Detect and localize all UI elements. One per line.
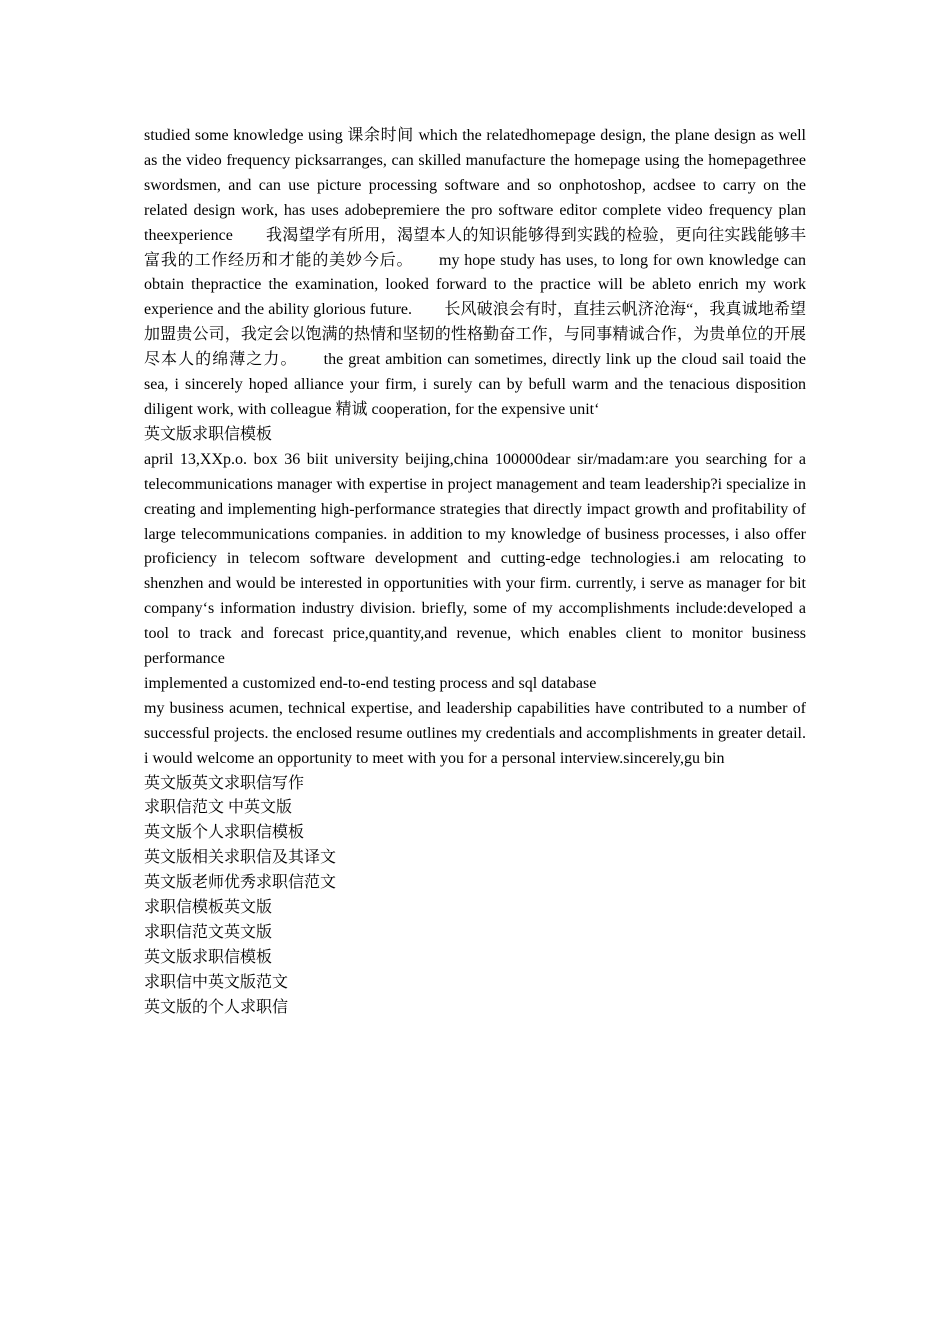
related-link[interactable]: 英文版的个人求职信 bbox=[144, 998, 289, 1016]
related-link[interactable]: 求职信中英文版范文 bbox=[144, 973, 289, 991]
letter-paragraph: april 13,XXp.o. box 36 biit university beijing,china 100000dear sir/madam:are you searching for a telecommunications manager with expertise in project management and team leadership?i specialize in creating and implementing high-performance strategies that directly impact growth and profitability of large telecommunications companies. in addition to my knowledge of business processes, i also offer proficiency in telecom software development and cutting-edge technologies.i am relocating to shenzhen and would be interested in opportunities with your firm. currently, i serve as manager for bit company‘s information industry division. briefly, some of my accomplishments include:developed a tool to track and forecast price,quantity,and revenue, which enables client to monitor business performance bbox=[144, 450, 806, 668]
related-link[interactable]: 英文版相关求职信及其译文 bbox=[144, 849, 337, 867]
related-link[interactable]: 求职信范文 中英文版 bbox=[144, 799, 293, 817]
document-body bbox=[144, 124, 806, 1021]
closing-paragraph: my business acumen, technical expertise, and leadership capabilities have contributed to a number of successful projects. the enclosed resume outlines my credentials and accomplishments in greater detail. i would welcome an opportunity to meet with you for a personal interview.sincerely,gu bin bbox=[144, 699, 806, 767]
intro-paragraph: studied some knowledge using 课余时间 which the relatedhomepage design, the plane design as well as the video frequency picksarranges, can skilled manufacture the homepage using the homepagethree swordsmen, and can use picture processing software and so onphotoshop, acdsee to carry on the related design work, has uses adobepremiere the pro software editor complete video frequency plan theexperience 我渴望学有所用，渴望本人的知识能够得到实践的检验，更向往实践能够丰富我的工作经历和才能的美妙今后。 my hope study has uses, to long for own knowledge can obtain thepractice the examination, looked forward to the practice will be ableto enrich my work experience and the ability glorious future. 长风破浪会有时，直挂云帆济沧海“，我真诚地希望加盟贵公司，我定会以饱满的热情和坚韧的性格勤奋工作，与同事精诚合作，为贵单位的开展尽本人的绵薄之力。 the great ambition can sometimes, directly link up the cloud sail toaid the sea, i sincerely hoped alliance your firm, i surely can by befull warm and the tenacious disposition diligent work, with colleague 精诚 cooperation, for the expensive unit‘ bbox=[144, 127, 806, 418]
related-link[interactable]: 求职信模板英文版 bbox=[144, 899, 273, 917]
related-link[interactable]: 英文版个人求职信模板 bbox=[144, 824, 305, 842]
related-link[interactable]: 求职信范文英文版 bbox=[144, 924, 273, 941]
related-link[interactable]: 英文版英文求职信写作 bbox=[144, 774, 305, 792]
implemented-line: implemented a customized end-to-end testing process and sql database bbox=[144, 674, 597, 692]
template-heading: 英文版求职信模板 bbox=[144, 425, 273, 443]
related-link[interactable]: 英文版老师优秀求职信范文 bbox=[144, 874, 337, 892]
related-link[interactable]: 英文版求职信模板 bbox=[144, 948, 273, 966]
